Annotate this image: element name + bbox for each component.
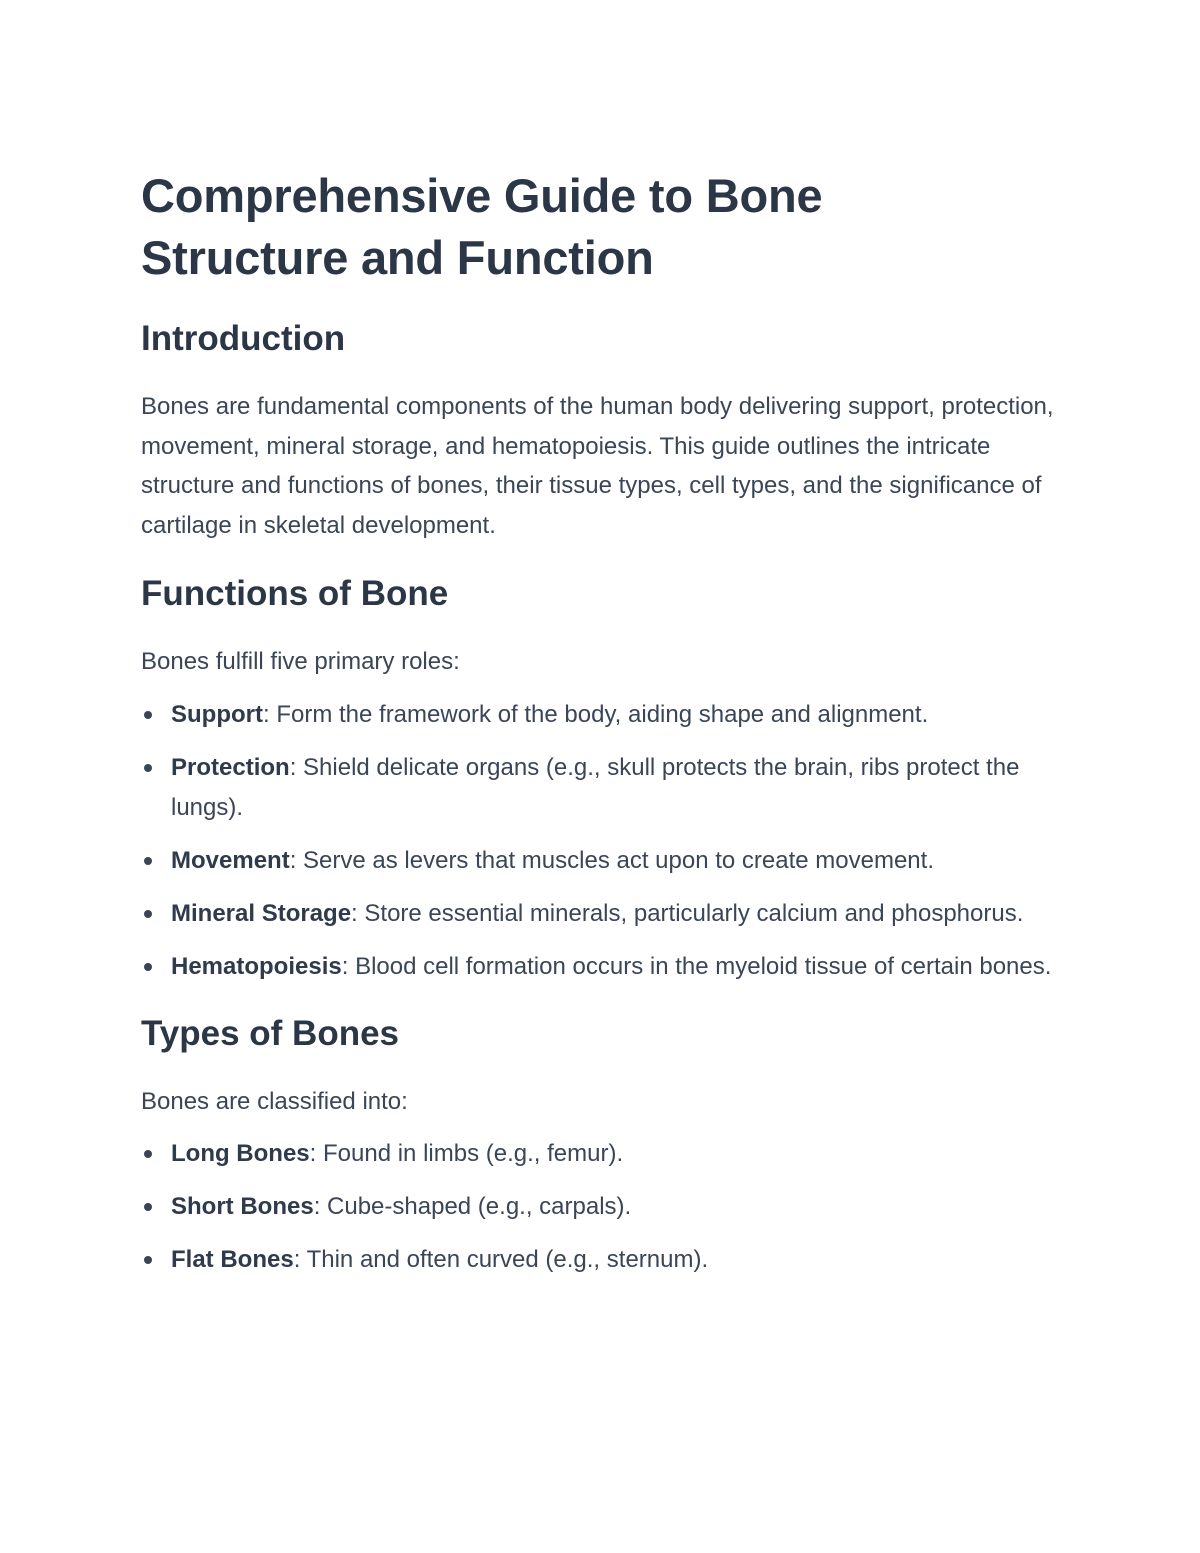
list-item-term: Mineral Storage (171, 899, 352, 927)
list-item-term: Support (171, 700, 263, 728)
bullet-icon (144, 910, 152, 918)
bullet-icon (144, 711, 152, 719)
list-item-description: Form the framework of the body, aiding shape and alignment. (276, 700, 929, 728)
list-item-term: Short Bones (171, 1193, 314, 1220)
list-item-description: Found in limbs (e.g., femur). (323, 1140, 624, 1167)
list-item: Support: Form the framework of the body, aiding shape and alignment. (141, 695, 1061, 735)
page-title: Comprehensive Guide to Bone Structure and Function (141, 169, 823, 284)
bullet-icon (144, 1203, 152, 1211)
list-item-term: Flat Bones (171, 1246, 294, 1273)
types-list (141, 1134, 1061, 1280)
list-item: Long Bones: Found in limbs (e.g., femur). (141, 1134, 1061, 1174)
list-item-description: Serve as levers that muscles act upon to create movement. (303, 846, 934, 874)
list-item: Protection: Shield delicate organs (e.g., skull protects the brain, ribs protect the lungs). (141, 748, 1061, 828)
list-item: Flat Bones: Thin and often curved (e.g., sternum). (141, 1240, 1061, 1280)
list-item-description: Shield delicate organs (e.g., skull protects the brain, ribs protect the lungs). (171, 753, 1020, 821)
list-item: Short Bones: Cube-shaped (e.g., carpals). (141, 1187, 1061, 1227)
section-heading-types: Types of Bones (141, 1013, 400, 1053)
list-item-description: Cube-shaped (e.g., carpals). (327, 1193, 632, 1220)
list-item: Hematopoiesis: Blood cell formation occurs in the myeloid tissue of certain bones. (141, 947, 1061, 987)
bullet-icon (144, 857, 152, 865)
section-heading-introduction: Introduction (141, 319, 346, 358)
bullet-icon (144, 1150, 152, 1158)
document-page (141, 165, 1061, 1280)
bullet-icon (144, 764, 152, 772)
functions-list (141, 695, 1061, 987)
list-item-description: Blood cell formation occurs in the myeloid tissue of certain bones. (355, 952, 1052, 980)
list-item-description: Thin and often curved (e.g., sternum). (306, 1246, 709, 1273)
bullet-icon (144, 1256, 152, 1264)
list-item: Mineral Storage: Store essential minerals, particularly calcium and phosphorus. (141, 894, 1061, 934)
list-item-term: Protection (171, 753, 290, 781)
section-heading-functions: Functions of Bone (141, 574, 449, 613)
types-lead-text: Bones are classified into: (141, 1087, 408, 1115)
list-item: Movement: Serve as levers that muscles act upon to create movement. (141, 841, 1061, 881)
list-item-term: Movement (171, 846, 290, 874)
introduction-paragraph: Bones are fundamental components of the human body delivering support, protection, movement, mineral storage, and hematopoiesis. This guide outlines the intricate structure and functions of bones, their tissue types, cell types, and the significance of cartilage in skeletal development. (141, 393, 1054, 539)
list-item-term: Hematopoiesis (171, 952, 342, 980)
bullet-icon (144, 963, 152, 971)
list-item-description: Store essential minerals, particularly calcium and phosphorus. (364, 899, 1024, 927)
list-item-term: Long Bones (171, 1140, 310, 1167)
functions-lead-text: Bones fulfill five primary roles: (141, 648, 460, 675)
